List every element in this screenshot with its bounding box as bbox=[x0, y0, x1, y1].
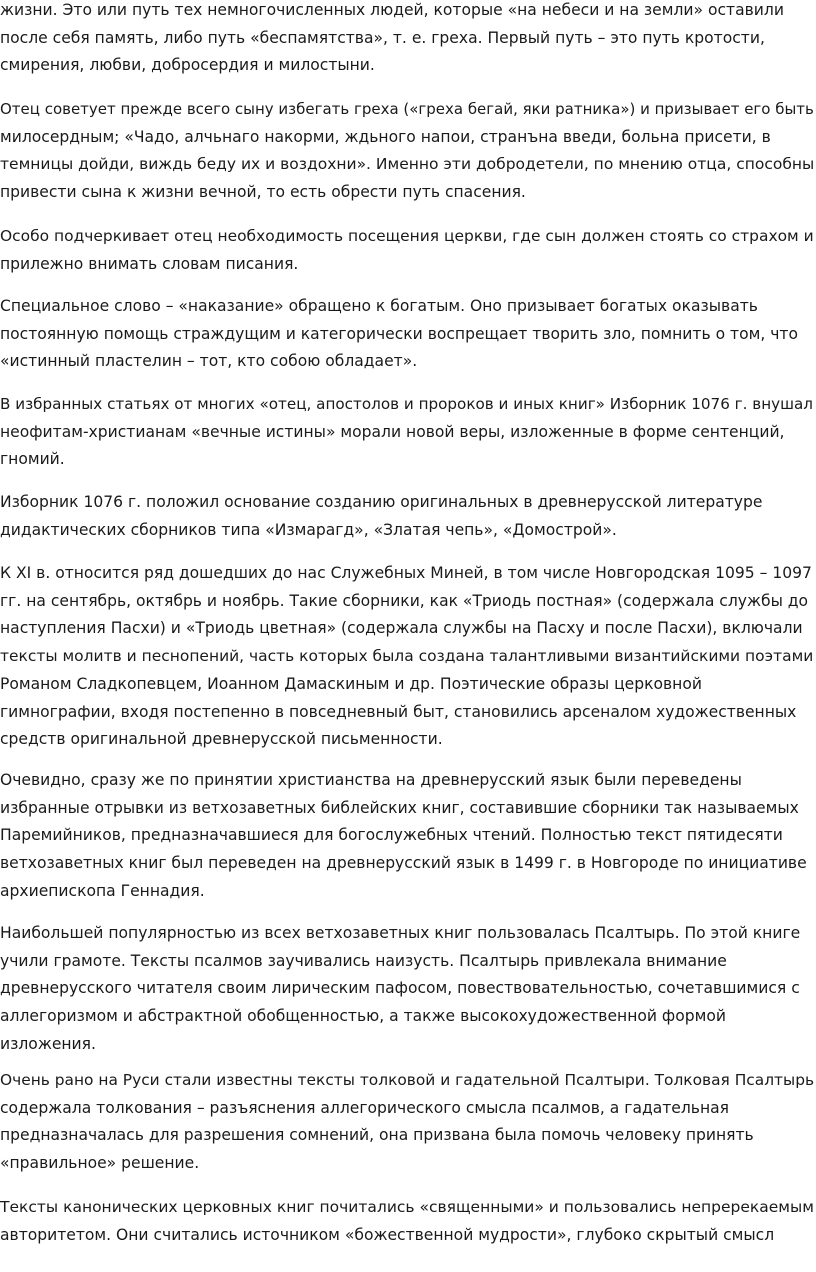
text-line: учили грамоте. Тексты псалмов заучивались наизусть. Псалтырь привлекала внимание bbox=[0, 951, 727, 970]
text-line: Наибольшей популярностью из всех ветхозаветных книг пользовалась Псалтырь. По этой книге bbox=[0, 924, 801, 942]
text-line: древнерусского читателя своим лирическим пафосом, повествовательностью, сочетавшимися с bbox=[0, 979, 800, 998]
text-line: «истинный пластелин – тот, кто собою обладает». bbox=[0, 352, 418, 371]
text-line: милосердным; «Чадо, алчьнаго накорми, ждьного напои, странъна введи, больна присети, в bbox=[0, 127, 771, 146]
text-line: прилежно внимать словам писания. bbox=[0, 254, 299, 273]
paragraph-9 bbox=[0, 920, 816, 1059]
text-line: авторитетом. Они считались источником «божественной мудрости», глубоко скрытый смысл bbox=[0, 1225, 775, 1244]
text-line: привести сына к жизни вечной, то есть обрести путь спасения. bbox=[0, 183, 526, 202]
text-line: тексты молитв и песнопений, часть которых была создана талантливыми византийскими поэтами bbox=[0, 647, 814, 666]
text-line: неофитам-христианам «вечные истины» морали новой веры, изложенные в форме сентенций, bbox=[0, 422, 785, 441]
text-line: К XI в. относится ряд дошедших до нас Служебных Миней, в том числе Новгородская 1095 – 1097 bbox=[0, 564, 812, 582]
text-line: Специальное слово – «наказание» обращено к богатым. Оно призывает богатых оказывать bbox=[0, 297, 758, 315]
text-line: Особо подчеркивает отец необходимость посещения церкви, где сын должен стоять со страхом и bbox=[0, 227, 814, 245]
paragraph-10 bbox=[0, 1067, 816, 1178]
text-line: Изборник 1076 г. положил основание созданию оригинальных в древнерусской литературе bbox=[0, 493, 763, 511]
text-line: после себя память, либо путь «беспамятства», т. е. греха. Первый путь – это путь кротости, bbox=[0, 28, 765, 47]
text-line: «правильное» решение. bbox=[0, 1154, 200, 1173]
paragraph-2 bbox=[0, 96, 816, 207]
text-line: Тексты канонических церковных книг почитались «священными» и пользовались непререкаемым bbox=[0, 1198, 814, 1216]
paragraph-8 bbox=[0, 767, 816, 906]
text-line: архиепископа Геннадия. bbox=[0, 881, 205, 900]
text-line: Паремийников, предназначавшиеся для богослужебных чтений. Полностью текст пятидесяти bbox=[0, 826, 783, 845]
text-line: жизни. Это или путь тех немногочисленных людей, которые «на небеси и на земли» оставили bbox=[0, 1, 784, 19]
text-line: содержала толкования – разъяснения аллегорического смысла псалмов, а гадательная bbox=[0, 1098, 730, 1117]
text-line: постоянную помощь страждущим и категорически воспрещает творить зло, помнить о том, что bbox=[0, 324, 798, 343]
text-line: Отец советует прежде всего сыну избегать греха («греха бегай, яки ратника») и призывает его быть bbox=[0, 100, 814, 118]
text-line: ветхозаветных книг был переведен на древнерусский язык в 1499 г. в Новгороде по инициативе bbox=[0, 854, 807, 873]
text-line: средств оригинальной древнерусской письменности. bbox=[0, 730, 443, 749]
paragraph-1 bbox=[0, 0, 816, 80]
text-line: аллегоризмом и абстрактной обобщенностью, а также высокохудожественной формой bbox=[0, 1007, 726, 1026]
paragraph-7 bbox=[0, 560, 816, 754]
text-line: дидактических сборников типа «Измарагд», «Златая чепь», «Домострой». bbox=[0, 520, 617, 539]
text-line: изложения. bbox=[0, 1034, 96, 1053]
text-line: В избранных статьях от многих «отец, апостолов и пророков и иных книг» Изборник 1076 г. внушал bbox=[0, 395, 814, 413]
paragraph-4 bbox=[0, 293, 816, 376]
text-line: наступления Пасхи) и «Триодь цветная» (содержала службы на Пасху и после Пасхи), включали bbox=[0, 619, 803, 638]
paragraph-6 bbox=[0, 489, 816, 544]
text-line: темницы дойди, виждь беду их и воздохни». Именно эти добродетели, по мнению отца, способны bbox=[0, 155, 815, 174]
text-line: Очевидно, сразу же по принятии христианства на древнерусский язык были переведены bbox=[0, 771, 742, 789]
text-line: смирения, любви, добросердия и милостыни. bbox=[0, 56, 375, 75]
paragraph-11 bbox=[0, 1194, 816, 1249]
paragraph-3 bbox=[0, 223, 816, 278]
text-line: избранные отрывки из ветхозаветных библейских книг, составившие сборники так называемых bbox=[0, 798, 799, 817]
text-line: гимнографии, входя постепенно в повседневный быт, становились арсеналом художественных bbox=[0, 702, 797, 721]
text-line: гг. на сентябрь, октябрь и ноябрь. Такие сборники, как «Триодь постная» (содержала службы до bbox=[0, 591, 809, 610]
text-line: Романом Сладкопевцем, Иоанном Дамаскиным и др. Поэтические образы церковной bbox=[0, 674, 702, 693]
paragraph-5 bbox=[0, 391, 816, 474]
text-line: гномий. bbox=[0, 450, 65, 469]
text-line: Очень рано на Руси стали известны тексты толковой и гадательной Псалтыри. Толковая Псалтырь bbox=[0, 1071, 815, 1089]
text-line: предназначалась для разрешения сомнений, она призвана была помочь человеку принять bbox=[0, 1126, 754, 1145]
